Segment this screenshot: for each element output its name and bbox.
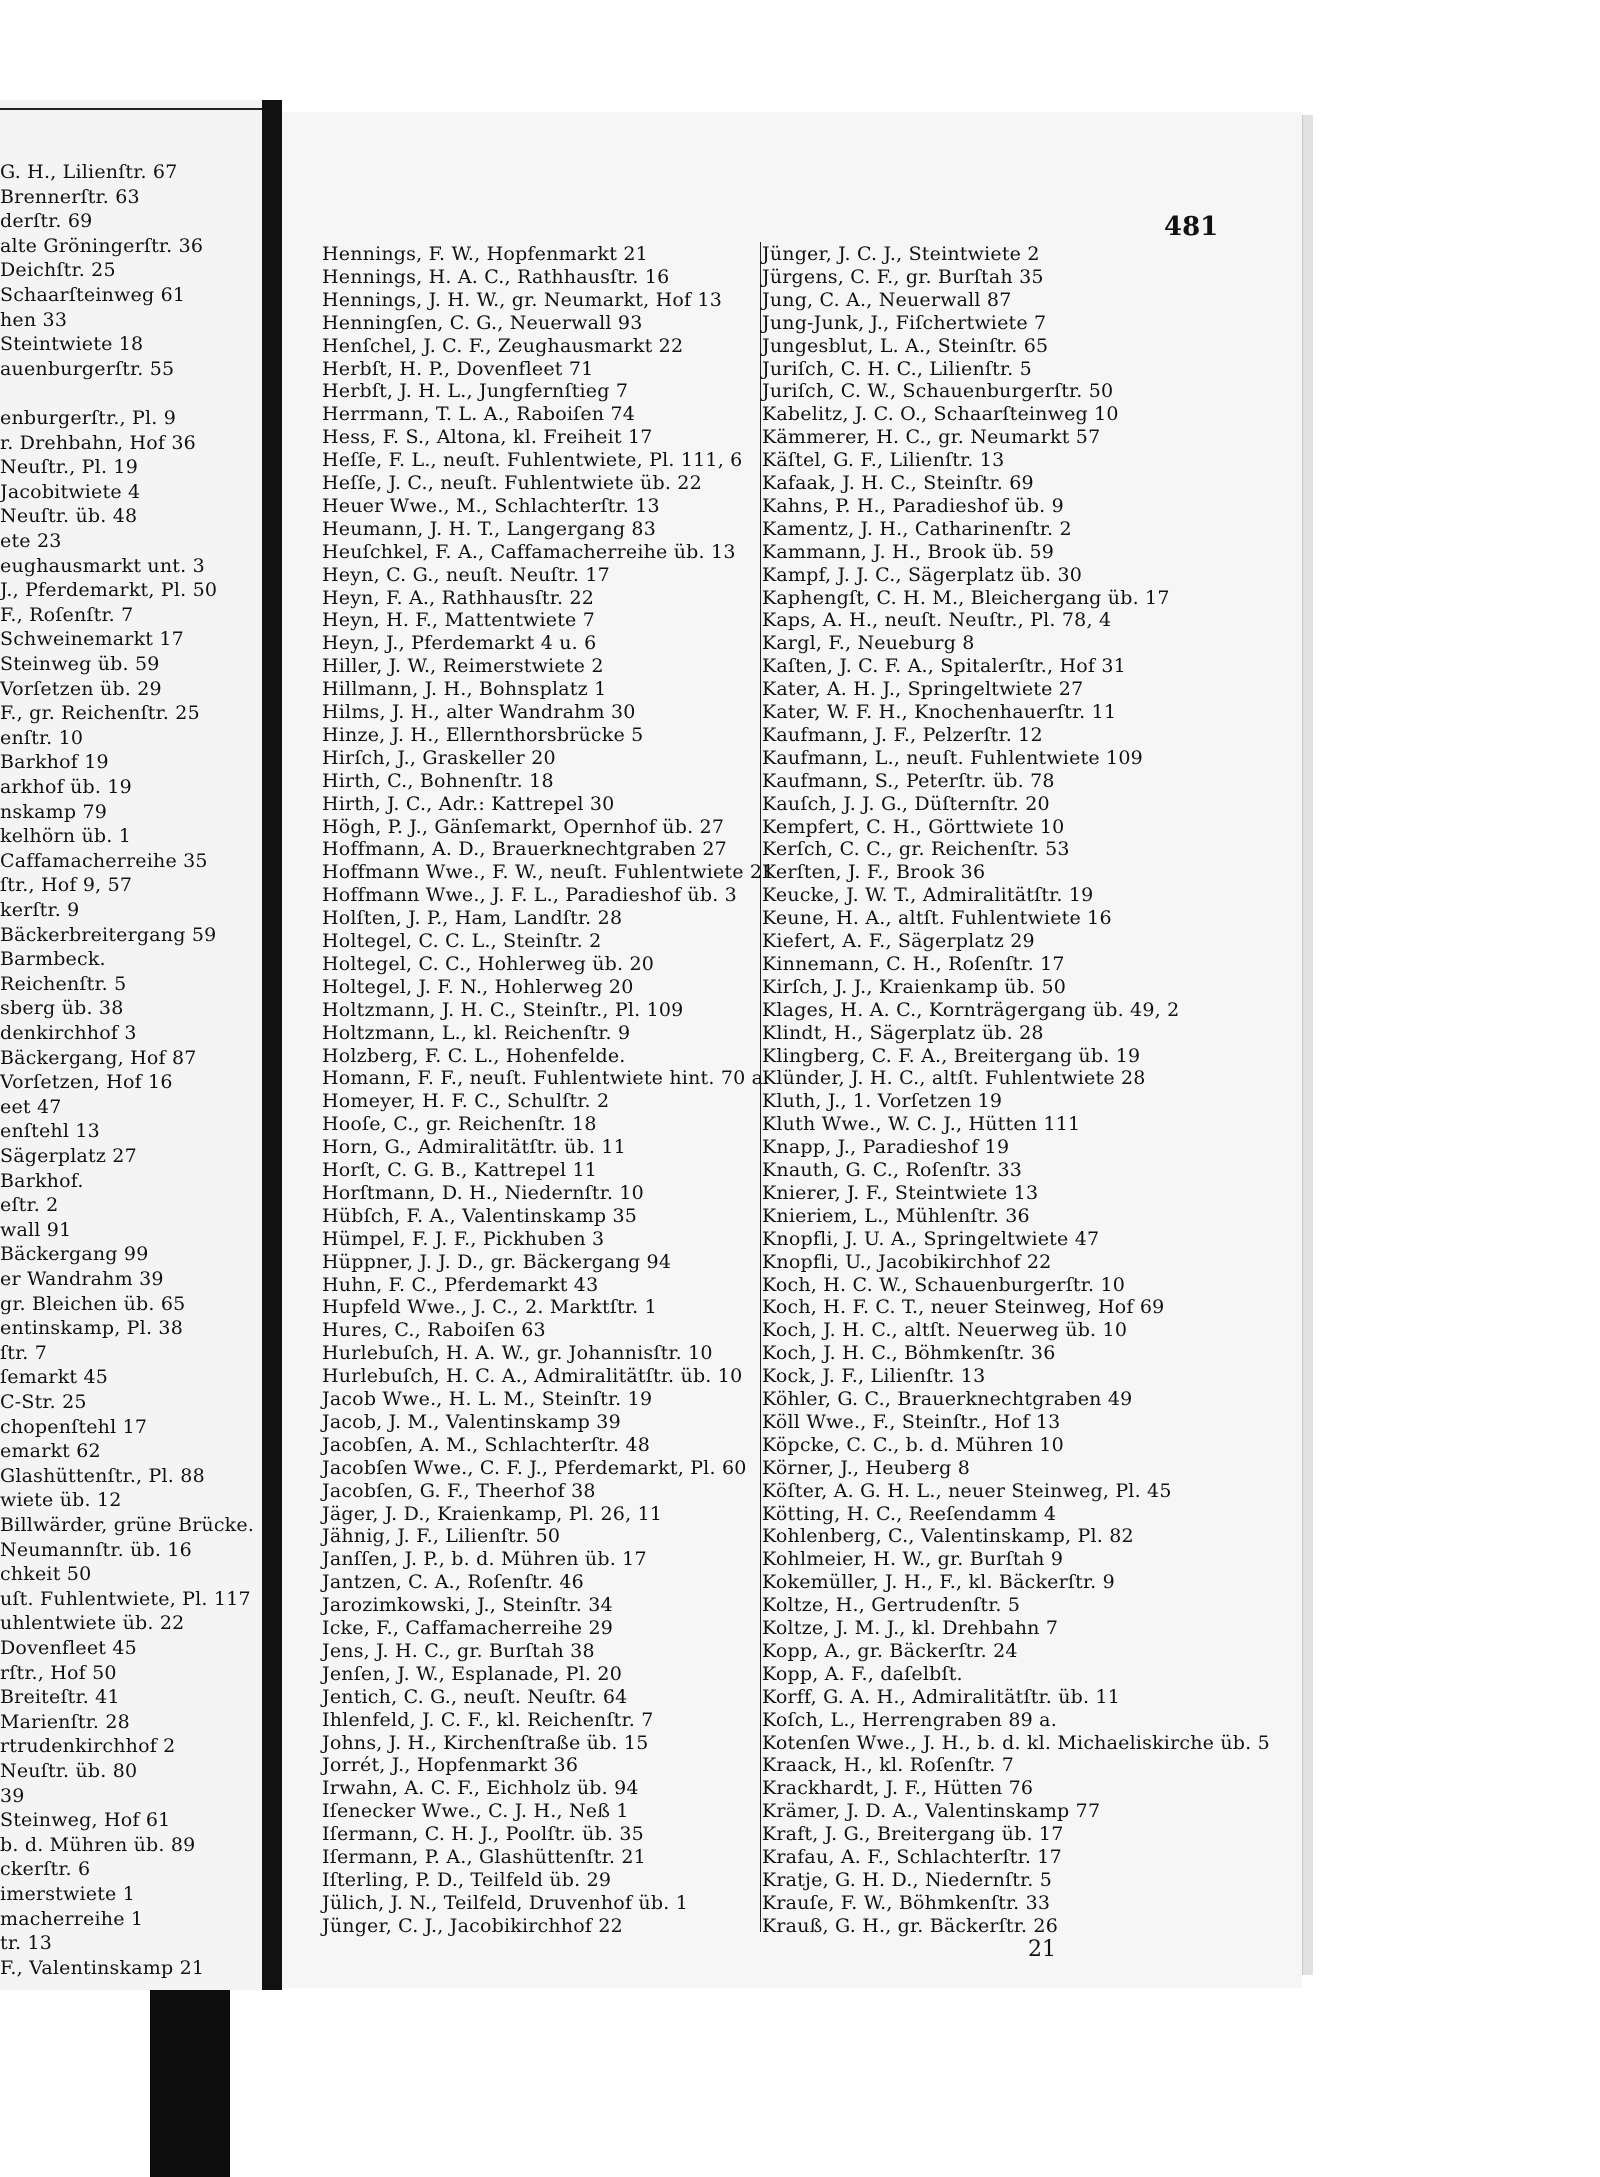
directory-entry: Jens, J. H. C., gr. Burſtah 38 bbox=[322, 1639, 595, 1662]
directory-entry: Käſtel, G. F., Lilienſtr. 13 bbox=[762, 449, 1005, 472]
directory-entry: Jünger, J. C. J., Steintwiete 2 bbox=[762, 243, 1040, 265]
left-page-entry: emarkt 62 bbox=[0, 1440, 101, 1463]
left-page-entry: ſemarkt 45 bbox=[0, 1366, 109, 1389]
directory-entry: Holtzmann, J. H. C., Steinſtr., Pl. 109 bbox=[322, 998, 684, 1021]
directory-entry: Herrmann, T. L. A., Raboiſen 74 bbox=[322, 403, 636, 426]
left-page-entry: chkeit 50 bbox=[0, 1563, 92, 1586]
left-page-entry: Breiteſtr. 41 bbox=[0, 1686, 120, 1709]
directory-entry: Herbſt, J. H. L., Jungfernſtieg 7 bbox=[322, 380, 629, 403]
left-page-entry: Schweinemarkt 17 bbox=[0, 628, 184, 651]
left-page-entry: G. H., Lilienſtr. 67 bbox=[0, 161, 178, 183]
directory-entry: Kabelitz, J. C. O., Schaarſteinweg 10 bbox=[762, 403, 1119, 426]
directory-entry: Kempfert, C. H., Görttwiete 10 bbox=[762, 815, 1065, 838]
directory-entry: Kampf, J. J. C., Sägerplatz üb. 30 bbox=[762, 563, 1083, 586]
left-page-entry: Billwärder, grüne Brücke. bbox=[0, 1514, 255, 1536]
left-page bbox=[0, 100, 264, 1990]
left-page-entry: Brennerſtr. 63 bbox=[0, 185, 140, 208]
directory-entry: Hures, C., Raboiſen 63 bbox=[322, 1319, 546, 1342]
left-page-entry: r. Drehbahn, Hof 36 bbox=[0, 431, 196, 454]
left-page-entry: uſt. Fuhlentwiete, Pl. 117 bbox=[0, 1587, 251, 1610]
directory-entry: Johns, J. H., Kirchenſtraße üb. 15 bbox=[322, 1731, 649, 1754]
directory-entry: Horſt, C. G. B., Kattrepel 11 bbox=[322, 1159, 598, 1181]
directory-entry: Jünger, C. J., Jacobikirchhof 22 bbox=[322, 1914, 623, 1937]
directory-entry: Klages, H. A. C., Kornträgergang üb. 49, 2 bbox=[762, 998, 1180, 1021]
directory-entry: Kopp, A. F., daſelbſt. bbox=[762, 1662, 963, 1685]
directory-entry: Heumann, J. H. T., Langergang 83 bbox=[322, 517, 656, 540]
left-page-entry: imerstwiete 1 bbox=[0, 1883, 135, 1905]
left-page-entry: Vorſetzen üb. 29 bbox=[0, 677, 162, 700]
directory-entry: Kötting, H. C., Reeſendamm 4 bbox=[762, 1502, 1057, 1525]
left-page-entry: Barkhof 19 bbox=[0, 751, 109, 774]
directory-entry: Kraack, H., kl. Roſenſtr. 7 bbox=[762, 1754, 1015, 1777]
directory-entry: Jäger, J. D., Kraienkamp, Pl. 26, 11 bbox=[322, 1502, 663, 1525]
directory-entry: Kahns, P. H., Paradieshof üb. 9 bbox=[762, 494, 1064, 517]
directory-entry: Krackhardt, J. F., Hütten 76 bbox=[762, 1777, 1034, 1800]
directory-entry: Hübſch, F. A., Valentinskamp 35 bbox=[322, 1204, 638, 1227]
directory-entry: Körner, J., Heuberg 8 bbox=[762, 1456, 971, 1479]
directory-entry: Klindt, H., Sägerplatz üb. 28 bbox=[762, 1021, 1044, 1044]
directory-entry: Hirth, C., Bohnenſtr. 18 bbox=[322, 769, 554, 792]
page-stack-edge bbox=[1302, 115, 1313, 1975]
directory-entry: Krämer, J. D. A., Valentinskamp 77 bbox=[762, 1800, 1101, 1823]
directory-entry: Hilms, J. H., alter Wandrahm 30 bbox=[322, 701, 636, 723]
directory-entry: Kargl, F., Neueburg 8 bbox=[762, 632, 975, 655]
left-page-entry: er Wandrahm 39 bbox=[0, 1268, 164, 1290]
left-page-entry: Bäckergang 99 bbox=[0, 1243, 149, 1266]
left-page-entry: ſtr., Hof 9, 57 bbox=[0, 874, 133, 897]
left-page-entry: macherreihe 1 bbox=[0, 1907, 144, 1930]
page-number: 481 bbox=[1164, 212, 1219, 242]
directory-entry: Holtegel, J. F. N., Hohlerweg 20 bbox=[322, 975, 634, 998]
directory-entry: Hoffmann Wwe., F. W., neuſt. Fuhlentwiete 21 bbox=[322, 861, 775, 884]
directory-entry: Koch, J. H. C., altſt. Neuerweg üb. 10 bbox=[762, 1319, 1128, 1342]
directory-entry: Kammann, J. H., Brook üb. 59 bbox=[762, 540, 1055, 563]
left-page-entry: Barmbeck. bbox=[0, 948, 106, 971]
left-page-entry: Vorſetzen, Hof 16 bbox=[0, 1071, 173, 1094]
directory-entry: Jorrét, J., Hopfenmarkt 36 bbox=[322, 1754, 579, 1777]
directory-entry: Högh, P. J., Gänſemarkt, Opernhof üb. 27 bbox=[322, 815, 725, 838]
directory-entry: Kaſten, J. C. F. A., Spitalerſtr., Hof 31 bbox=[762, 655, 1126, 678]
directory-entry: Hess, F. S., Altona, kl. Freiheit 17 bbox=[322, 426, 653, 449]
left-page-entry: rſtr., Hof 50 bbox=[0, 1661, 117, 1684]
directory-entry: Jacobſen Wwe., C. F. J., Pferdemarkt, Pl. 60 bbox=[322, 1456, 747, 1479]
directory-entry: Janſſen, J. P., b. d. Mühren üb. 17 bbox=[322, 1548, 647, 1571]
left-page-entry: Reichenſtr. 5 bbox=[0, 972, 127, 995]
directory-entry: Hurlebuſch, H. A. W., gr. Johannisſtr. 10 bbox=[322, 1342, 713, 1365]
directory-entry: Krauß, G. H., gr. Bäckerſtr. 26 bbox=[762, 1914, 1059, 1937]
left-page-entry: Barkhof. bbox=[0, 1169, 84, 1192]
directory-entry: Hennings, F. W., Hopfenmarkt 21 bbox=[322, 243, 648, 265]
directory-entry: Kerſch, C. C., gr. Reichenſtr. 53 bbox=[762, 838, 1070, 861]
directory-entry: Knieriem, L., Mühlenſtr. 36 bbox=[762, 1204, 1030, 1227]
directory-entry: Heyn, C. G., neuſt. Neuſtr. 17 bbox=[322, 563, 610, 586]
directory-entry: Holzberg, F. C. L., Hohenfelde. bbox=[322, 1044, 626, 1067]
left-page-entry: Deichſtr. 25 bbox=[0, 259, 116, 282]
left-page-entry: F., Valentinskamp 21 bbox=[0, 1956, 205, 1979]
directory-entry: Hinze, J. H., Ellernthorsbrücke 5 bbox=[322, 723, 644, 746]
left-page-entry: J., Pferdemarkt, Pl. 50 bbox=[0, 579, 218, 602]
directory-entry: Kokemüller, J. H., F., kl. Bäckerſtr. 9 bbox=[762, 1571, 1115, 1594]
left-page-entry: Neuſtr., Pl. 19 bbox=[0, 456, 139, 479]
left-page-entry: Marienſtr. 28 bbox=[0, 1710, 130, 1733]
directory-entry: Henningſen, C. G., Neuerwall 93 bbox=[322, 311, 643, 334]
directory-entry: Iſterling, P. D., Teilfeld üb. 29 bbox=[322, 1868, 612, 1891]
directory-entry: Krafau, A. F., Schlachterſtr. 17 bbox=[762, 1846, 1062, 1868]
left-page-entry: Dovenfleet 45 bbox=[0, 1637, 137, 1659]
left-page-entry: Steinweg, Hof 61 bbox=[0, 1809, 171, 1832]
left-page-entry: F., gr. Reichenſtr. 25 bbox=[0, 702, 200, 725]
directory-entry: Kämmerer, H. C., gr. Neumarkt 57 bbox=[762, 426, 1101, 449]
directory-entry: Kaufmann, S., Peterſtr. üb. 78 bbox=[762, 769, 1055, 792]
directory-entry: Jenſen, J. W., Esplanade, Pl. 20 bbox=[322, 1662, 622, 1685]
directory-entry: Holtzmann, L., kl. Reichenſtr. 9 bbox=[322, 1021, 631, 1044]
left-page-entry: auenburgerſtr. 55 bbox=[0, 357, 175, 380]
left-page-entry: Bäckergang, Hof 87 bbox=[0, 1046, 197, 1069]
directory-entry: Homann, F. F., neuſt. Fuhlentwiete hint. 70 a. bbox=[322, 1067, 770, 1090]
directory-entry: Kirſch, J. J., Kraienkamp üb. 50 bbox=[762, 975, 1067, 998]
directory-entry: Irwahn, A. C. F., Eichholz üb. 94 bbox=[322, 1777, 639, 1800]
left-page-entry: tr. 13 bbox=[0, 1932, 53, 1955]
directory-entry: Knopfli, J. U. A., Springeltwiete 47 bbox=[762, 1227, 1100, 1250]
directory-entry: Korff, G. A. H., Admiralitätſtr. üb. 11 bbox=[762, 1685, 1121, 1708]
directory-entry: Kock, J. F., Lilienſtr. 13 bbox=[762, 1365, 986, 1388]
directory-entry: Jülich, J. N., Teilfeld, Druvenhof üb. 1 bbox=[322, 1891, 688, 1914]
directory-entry: Jentich, C. G., neuſt. Neuſtr. 64 bbox=[322, 1685, 628, 1708]
left-page-entry: alte Gröningerſtr. 36 bbox=[0, 234, 204, 257]
left-page-entry: wall 91 bbox=[0, 1218, 72, 1241]
directory-entry: Horn, G., Admiralitätſtr. üb. 11 bbox=[322, 1136, 626, 1159]
directory-entry: Homeyer, H. F. C., Schulſtr. 2 bbox=[322, 1090, 610, 1113]
left-page-entry: Schaarſteinweg 61 bbox=[0, 284, 186, 306]
directory-entry: Huhn, F. C., Pferdemarkt 43 bbox=[322, 1273, 599, 1296]
left-page-entry: Jacobitwiete 4 bbox=[0, 480, 141, 503]
left-page-entry: sberg üb. 38 bbox=[0, 997, 124, 1020]
left-page-entry: uhlentwiete üb. 22 bbox=[0, 1612, 185, 1635]
directory-entry: Hoffmann, A. D., Brauerknechtgraben 27 bbox=[322, 838, 727, 861]
directory-entry: Koltze, J. M. J., kl. Drehbahn 7 bbox=[762, 1617, 1059, 1639]
directory-entry: Jacobſen, G. F., Theerhof 38 bbox=[322, 1479, 596, 1502]
directory-entry: Horſtmann, D. H., Niedernſtr. 10 bbox=[322, 1181, 644, 1204]
directory-entry: Heyn, J., Pferdemarkt 4 u. 6 bbox=[322, 632, 597, 655]
directory-entry: Koſch, L., Herrengraben 89 a. bbox=[762, 1708, 1057, 1731]
directory-entry: Kaufmann, L., neuſt. Fuhlentwiete 109 bbox=[762, 746, 1143, 769]
book-gutter-shadow bbox=[150, 1990, 230, 2177]
directory-entry: Köpcke, C. C., b. d. Mühren 10 bbox=[762, 1433, 1064, 1456]
directory-entry: Kluth, J., 1. Vorſetzen 19 bbox=[762, 1090, 1003, 1113]
left-page-entry: F., Roſenſtr. 7 bbox=[0, 603, 134, 626]
directory-entry: Jung-Junk, J., Fiſchertwiete 7 bbox=[762, 311, 1047, 334]
directory-entry: Kotenſen Wwe., J. H., b. d. kl. Michaeliskirche üb. 5 bbox=[762, 1731, 1270, 1754]
left-page-entry: denkirchhof 3 bbox=[0, 1022, 137, 1044]
left-page-entry: Steinweg üb. 59 bbox=[0, 653, 160, 675]
directory-entry: Juriſch, C. H. C., Lilienſtr. 5 bbox=[762, 357, 1032, 380]
left-page-entry: derſtr. 69 bbox=[0, 210, 93, 233]
directory-entry: Kamentz, J. H., Catharinenſtr. 2 bbox=[762, 517, 1072, 540]
directory-entry: Heſſe, F. L., neuſt. Fuhlentwiete, Pl. 111, 6 bbox=[322, 449, 743, 472]
directory-entry: Knopfli, U., Jacobikirchhof 22 bbox=[762, 1250, 1052, 1273]
directory-entry: Ihlenfeld, J. C. F., kl. Reichenſtr. 7 bbox=[322, 1708, 654, 1731]
left-page-entry: Caffamacherreihe 35 bbox=[0, 849, 208, 872]
directory-entry: Kerſten, J. F., Brook 36 bbox=[762, 861, 986, 884]
directory-entry: Hillmann, J. H., Bohnsplatz 1 bbox=[322, 678, 607, 701]
directory-entry: Jähnig, J. F., Lilienſtr. 50 bbox=[322, 1525, 561, 1548]
left-page-entry: kelhörn üb. 1 bbox=[0, 825, 132, 848]
directory-entry: Kraft, J. G., Breitergang üb. 17 bbox=[762, 1823, 1064, 1846]
directory-entry: Holtegel, C. C. L., Steinſtr. 2 bbox=[322, 930, 602, 952]
directory-entry: Kater, W. F. H., Knochenhauerſtr. 11 bbox=[762, 701, 1117, 723]
directory-entry: Kaps, A. H., neuſt. Neuſtr., Pl. 78, 4 bbox=[762, 609, 1112, 632]
directory-entry: Iſermann, C. H. J., Poolſtr. üb. 35 bbox=[322, 1823, 644, 1846]
directory-entry: Jacob Wwe., H. L. M., Steinſtr. 19 bbox=[322, 1388, 653, 1410]
left-page-entry: Neuſtr. üb. 80 bbox=[0, 1760, 138, 1782]
directory-entry: Hooſe, C., gr. Reichenſtr. 18 bbox=[322, 1113, 597, 1136]
directory-entry: Kater, A. H. J., Springeltwiete 27 bbox=[762, 678, 1084, 701]
directory-entry: Juriſch, C. W., Schauenburgerſtr. 50 bbox=[762, 380, 1114, 403]
left-page-entry: hen 33 bbox=[0, 308, 68, 331]
directory-entry: Knierer, J. F., Steintwiete 13 bbox=[762, 1181, 1039, 1204]
directory-entry: Holtegel, C. C., Hohlerweg üb. 20 bbox=[322, 952, 655, 975]
directory-entry: Kauſch, J. J. G., Düſternſtr. 20 bbox=[762, 792, 1050, 815]
left-page-entry: b. d. Mühren üb. 89 bbox=[0, 1833, 196, 1856]
left-page-entry: nskamp 79 bbox=[0, 800, 108, 823]
left-page-entry: eet 47 bbox=[0, 1095, 62, 1118]
directory-entry: Iſermann, P. A., Glashüttenſtr. 21 bbox=[322, 1846, 646, 1868]
book-binding bbox=[262, 100, 282, 1990]
directory-entry: Koltze, H., Gertrudenſtr. 5 bbox=[762, 1594, 1021, 1617]
directory-entry: Jantzen, C. A., Roſenſtr. 46 bbox=[322, 1571, 584, 1594]
right-page bbox=[282, 112, 1302, 1988]
directory-entry: Kafaak, J. H. C., Steinſtr. 69 bbox=[762, 472, 1034, 494]
directory-entry: Kaufmann, J. F., Pelzerſtr. 12 bbox=[762, 723, 1043, 746]
left-page-entry: rtrudenkirchhof 2 bbox=[0, 1735, 176, 1758]
directory-entry: Kratje, G. H. D., Niedernſtr. 5 bbox=[762, 1868, 1053, 1891]
directory-entry: Kluth Wwe., W. C. J., Hütten 111 bbox=[762, 1113, 1081, 1136]
directory-entry: Hennings, J. H. W., gr. Neumarkt, Hof 13 bbox=[322, 288, 723, 311]
directory-entry: Kinnemann, C. H., Roſenſtr. 17 bbox=[762, 952, 1065, 975]
directory-entry: Heuſchkel, F. A., Caffamacherreihe üb. 13 bbox=[322, 540, 736, 563]
directory-entry: Hirth, J. C., Adr.: Kattrepel 30 bbox=[322, 792, 615, 815]
signature-mark: 21 bbox=[1028, 1937, 1056, 1962]
left-page-entry: ſtr. 7 bbox=[0, 1341, 48, 1364]
directory-entry: Jacob, J. M., Valentinskamp 39 bbox=[322, 1410, 621, 1433]
left-page-entry: wiete üb. 12 bbox=[0, 1489, 122, 1512]
directory-entry: Icke, F., Caffamacherreihe 29 bbox=[322, 1617, 614, 1639]
directory-entry: Kopp, A., gr. Bäckerſtr. 24 bbox=[762, 1639, 1018, 1662]
left-page-entry: Bäckerbreitergang 59 bbox=[0, 923, 217, 946]
directory-entry: Krauſe, F. W., Böhmkenſtr. 33 bbox=[762, 1891, 1051, 1914]
directory-entry: Jacobſen, A. M., Schlachterſtr. 48 bbox=[322, 1433, 651, 1456]
directory-entry: Jarozimkowski, J., Steinſtr. 34 bbox=[322, 1594, 613, 1617]
directory-entry: Hirſch, J., Graskeller 20 bbox=[322, 746, 556, 769]
left-page-entry: ckerſtr. 6 bbox=[0, 1858, 91, 1881]
directory-entry: Heyn, H. F., Mattentwiete 7 bbox=[322, 609, 596, 632]
directory-entry: Heyn, F. A., Rathhausſtr. 22 bbox=[322, 586, 595, 609]
left-page-entry: gr. Bleichen üb. 65 bbox=[0, 1292, 186, 1315]
left-page-entry: Steintwiete 18 bbox=[0, 333, 144, 356]
left-page-entry: 39 bbox=[0, 1784, 25, 1807]
directory-entry: Herbſt, H. P., Dovenfleet 71 bbox=[322, 357, 594, 380]
left-page-entry: Sägerplatz 27 bbox=[0, 1145, 137, 1167]
directory-entry: Koch, H. F. C. T., neuer Steinweg, Hof 69 bbox=[762, 1296, 1165, 1319]
directory-entry: Köll Wwe., F., Steinſtr., Hof 13 bbox=[762, 1410, 1061, 1433]
directory-entry: Kohlmeier, H. W., gr. Burſtah 9 bbox=[762, 1548, 1064, 1571]
directory-entry: Jungesblut, L. A., Steinſtr. 65 bbox=[762, 334, 1049, 357]
directory-entry: Kiefert, A. F., Sägerplatz 29 bbox=[762, 930, 1035, 952]
directory-entry: Heſſe, J. C., neuſt. Fuhlentwiete üb. 22 bbox=[322, 472, 702, 494]
left-page-entry: arkhof üb. 19 bbox=[0, 776, 132, 798]
left-page-entry: Glashüttenſtr., Pl. 88 bbox=[0, 1464, 205, 1487]
left-page-entry: Neumannſtr. üb. 16 bbox=[0, 1538, 192, 1561]
directory-entry: Köhler, G. C., Brauerknechtgraben 49 bbox=[762, 1388, 1133, 1410]
directory-entry: Kaphengſt, C. H. M., Bleichergang üb. 17 bbox=[762, 586, 1170, 609]
directory-entry: Hoffmann Wwe., J. F. L., Paradieshof üb. 3 bbox=[322, 884, 737, 907]
directory-entry: Knauth, G. C., Roſenſtr. 33 bbox=[762, 1159, 1023, 1181]
directory-entry: Hennings, H. A. C., Rathhausſtr. 16 bbox=[322, 265, 670, 288]
directory-entry: Klünder, J. H. C., altſt. Fuhlentwiete 28 bbox=[762, 1067, 1146, 1090]
left-page-entry: ete 23 bbox=[0, 530, 62, 552]
directory-entry: Koch, H. C. W., Schauenburgerſtr. 10 bbox=[762, 1273, 1126, 1296]
left-page-entry: entinskamp, Pl. 38 bbox=[0, 1317, 183, 1340]
left-page-entry: enſtr. 10 bbox=[0, 726, 84, 749]
left-page-top-edge bbox=[0, 108, 264, 110]
left-page-entry: chopenſtehl 17 bbox=[0, 1415, 148, 1438]
left-page-entry: enburgerſtr., Pl. 9 bbox=[0, 407, 177, 429]
left-page-entry: kerſtr. 9 bbox=[0, 899, 80, 921]
left-page-entry: Neuſtr. üb. 48 bbox=[0, 505, 138, 528]
directory-entry: Keune, H. A., altſt. Fuhlentwiete 16 bbox=[762, 907, 1112, 930]
directory-entry: Jung, C. A., Neuerwall 87 bbox=[762, 288, 1012, 311]
directory-entry: Koch, J. H. C., Böhmkenſtr. 36 bbox=[762, 1342, 1056, 1365]
directory-entry: Köſter, A. G. H. L., neuer Steinweg, Pl. 45 bbox=[762, 1479, 1172, 1502]
directory-entry: Henſchel, J. C. F., Zeughausmarkt 22 bbox=[322, 334, 684, 357]
left-page-entry: enſtehl 13 bbox=[0, 1120, 100, 1143]
directory-entry: Hiller, J. W., Reimerstwiete 2 bbox=[322, 655, 604, 678]
left-page-entry: eughausmarkt unt. 3 bbox=[0, 554, 205, 577]
directory-entry: Knapp, J., Paradieshof 19 bbox=[762, 1136, 1010, 1159]
directory-entry: Keucke, J. W. T., Admiralitätſtr. 19 bbox=[762, 884, 1094, 907]
directory-entry: Hümpel, F. J. F., Pickhuben 3 bbox=[322, 1227, 605, 1250]
left-page-entry: C-Str. 25 bbox=[0, 1391, 87, 1413]
directory-entry: Hurlebuſch, H. C. A., Admiralitätſtr. üb. 10 bbox=[322, 1365, 743, 1388]
directory-entry: Iſenecker Wwe., C. J. H., Neß 1 bbox=[322, 1800, 629, 1823]
directory-entry: Klingberg, C. F. A., Breitergang üb. 19 bbox=[762, 1044, 1141, 1067]
directory-entry: Heuer Wwe., M., Schlachterſtr. 13 bbox=[322, 494, 660, 517]
left-page-entry: eſtr. 2 bbox=[0, 1194, 59, 1217]
directory-entry: Holſten, J. P., Ham, Landſtr. 28 bbox=[322, 907, 623, 930]
directory-entry: Hupfeld Wwe., J. C., 2. Marktſtr. 1 bbox=[322, 1296, 657, 1319]
directory-entry: Hüppner, J. J. D., gr. Bäckergang 94 bbox=[322, 1250, 672, 1273]
directory-entry: Kohlenberg, C., Valentinskamp, Pl. 82 bbox=[762, 1525, 1134, 1548]
directory-entry: Jürgens, C. F., gr. Burſtah 35 bbox=[762, 265, 1044, 288]
